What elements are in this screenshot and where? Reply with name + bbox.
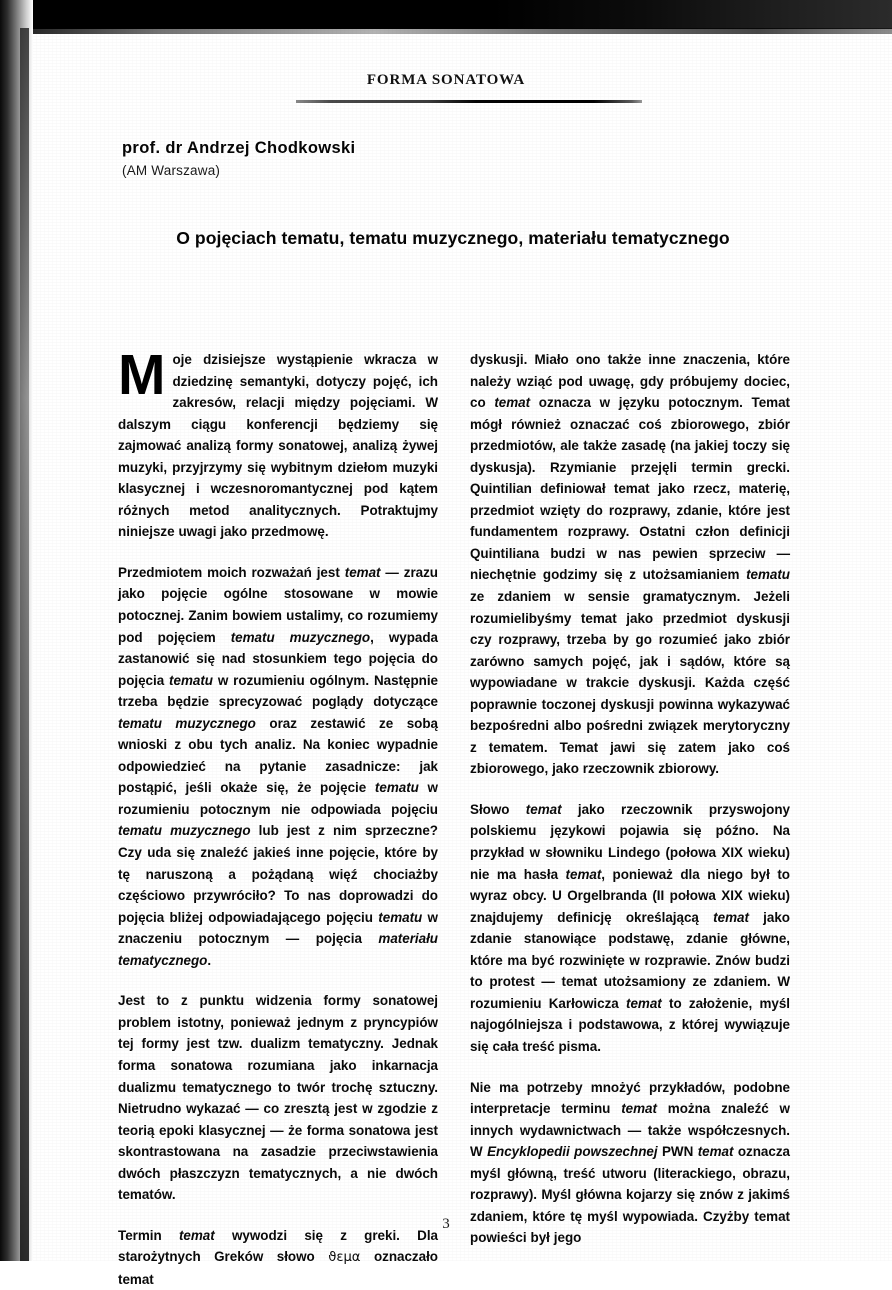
paragraph-left-1: [118, 343, 438, 543]
text-run: Słowo: [470, 801, 526, 817]
text-run: .: [207, 952, 212, 968]
emphasis-tematu: tematu: [746, 567, 790, 583]
text-run: dyskusji. Miało ono także inne znaczenia, które należy wziąć pod uwagę, gdy próbujemy dociec, co: [470, 352, 790, 411]
text-run: to założenie, myśl najogólniejsza i podstawowa, z której wywiązuje się cała treść pisma.: [470, 995, 790, 1054]
text-run: w znaczeniu potocznym — pojęcia: [118, 909, 438, 947]
emphasis-encyklopedia-powszechna: Encyklopedii powszechnej: [487, 1144, 658, 1160]
emphasis-tematu: tematu: [169, 672, 213, 688]
emphasis-temat: temat: [697, 1144, 734, 1160]
text-run: w rozumieniu potocznym nie odpowiada pojęciu: [118, 780, 438, 817]
text-run: Nie ma potrzeby mnożyć przykładów, podobne interpretacje terminu: [470, 1079, 790, 1117]
emphasis-temat: temat: [525, 801, 562, 817]
text-run: oznacza w języku potocznym. Temat mógł również oznaczać coś zbiorowego, zbiór przedmiotów, ale także zasadę (na jakiej toczy się dyskusja). Rzymianie przejęli termin grecki. Quintilian definiował temat jako rzecz, materię, przedmiot wzięty do rozprawy, zdanie, które jest fundamentem rozprawy. Ostatni człon definicji Quintiliana budzi w nas pewien sprzeciw — niechętnie godzimy się z utożsamianiem: [470, 395, 791, 583]
text-run: Przedmiotem moich rozważań jest: [118, 564, 345, 580]
text-run: można znaleźć w innych wydawnictwach — także współczesnych. W: [470, 1101, 790, 1160]
paragraph-left-2: [118, 562, 438, 971]
emphasis-temat: temat: [565, 866, 602, 882]
emphasis-temat: temat: [713, 909, 749, 925]
scan-edge-left-core: [20, 28, 29, 1261]
emphasis-tematu-muzycznego: tematu muzycznego: [230, 629, 371, 645]
author-name: prof. dr Andrzej Chodkowski: [122, 139, 356, 157]
text-run: oznacza myśl główną, treść utworu (literackiego, obrazu, rozprawy). Myśl główna kojarzy się znów z jakimś zdaniem, które tę myśl wypowiada. Czyżby temat powieści był jego: [470, 1144, 790, 1246]
emphasis-tematu-muzycznego: tematu muzycznego: [118, 823, 251, 839]
text-run: PWN: [657, 1144, 698, 1160]
author-block: [122, 139, 622, 178]
emphasis-tematu-muzycznego: tematu muzycznego: [118, 715, 256, 731]
emphasis-temat: temat: [494, 395, 531, 411]
right-column: [470, 349, 790, 1290]
text-run: jako rzeczownik przyswojony polskiemu językowi pojawia się późno. Na przykład w słowniku Lindego (połowa XIX wieku) nie ma hasła: [470, 801, 790, 882]
paragraph-left-1-text: oje dzisiejsze wystąpienie wkracza w dziedzinę semantyki, dotyczy pojęć, ich zakresów, relacji między pojęciami. W dalszym ciągu konferencji będziemy się zajmować analizą formy sonatowej, analizą żywej muzyki, przyjrzymy się wybitnym dziełom muzyki klasycznej i wczesnoromantycznej pod kątem różnych metod analitycznych. Potraktujmy niniejsze uwagi jako przedmowę.: [118, 352, 438, 540]
text-run: Termin: [118, 1227, 179, 1243]
greek-word-thema: ϑεμα: [328, 1250, 361, 1266]
text-run: — zrazu jako pojęcie ogólne stosowane w mowie potocznej. Zanim bowiem ustalimy, co rozumiemy pod pojęciem: [118, 564, 438, 645]
paragraph-right-2: [470, 799, 790, 1058]
paragraph-right-1: [470, 349, 790, 780]
two-column-body: [118, 343, 791, 1290]
emphasis-temat: temat: [178, 1227, 215, 1243]
text-run: ze zdaniem w sensie gramatycznym. Jeżeli rozumielibyśmy temat jako przedmiot dyskusji czy rozprawy, trzeba by go rozumieć jako zbiór zarówno samych pojęć, jak i sądów, które są wypowiadane w trakcie dyskusji. Każda część poprawnie toczonej dyskusji powinna wykazywać bezpośredni albo pośredni związek merytoryczny z tematem. Temat jawi się zatem jako coś zbiorowego, jako rzeczownik zbiorowy.: [470, 589, 790, 777]
emphasis-materialu-tematycznego: materiału tematycznego: [118, 931, 438, 968]
drop-cap: M: [118, 343, 166, 407]
text-run: wywodzi się z greki. Dla starożytnych Greków słowo: [118, 1227, 438, 1265]
page-number: 3: [442, 1216, 450, 1232]
emphasis-tematu: tematu: [374, 780, 419, 796]
text-run: , wypada zastanowić się nad stosunkiem tego pojęcia do pojęcia: [118, 629, 438, 688]
emphasis-tematu: tematu: [378, 909, 423, 925]
text-run: oraz zestawić ze sobą wnioski z obu tych analiz. Na koniec wypadnie odpowiedzieć na pytanie zasadnicze: jak postąpić, jeśli okaże się, że pojęcie: [118, 715, 438, 796]
text-run: , ponieważ dla niego był to wyraz obcy. U Orgelbranda (II połowa XIX wieku) znajdujemy definicję określającą: [470, 866, 790, 925]
running-head: FORMA SONATOWA: [366, 72, 526, 88]
text-run: oznaczało temat: [118, 1249, 438, 1287]
text-run: jako zdanie stanowiące podstawę, zdanie główne, które ma być rozwinięte w rozprawie. Znów budzi to protest — temat utożsamiony ze zdaniem. W rozumieniu Karłowicza: [470, 909, 790, 1011]
emphasis-temat: temat: [621, 1101, 657, 1117]
left-column: [118, 343, 438, 1290]
text-run: lub jest z nim sprzeczne? Czy uda się znaleźć jakieś inne pojęcie, które by tę naruszoną a pożądaną więź chociażby częściowo przywróciło? To nas doprowadzi do pojęcia bliżej odpowiadającego pojęciu: [118, 823, 438, 925]
scan-edge-top: [0, 0, 892, 29]
article-title: O pojęciach tematu, tematu muzycznego, materiału tematycznego: [176, 228, 730, 248]
text-run: w rozumieniu ogólnym. Następnie trzeba będzie sprecyzować poglądy dotyczące: [118, 672, 438, 710]
author-affiliation: (AM Warszawa): [122, 163, 221, 178]
paragraph-left-3: Jest to z punktu widzenia formy sonatowej problem istotny, ponieważ jednym z pryncypiów tej formy jest tzw. dualizm tematyczny. Jednak forma sonatowa rozumiana jako inkarnacja dualizmu tematycznego to twór trochę sztuczny. Nietrudno wykazać — co zresztą jest w zgodzie z teorią epoki klasycznej — że forma sonatowa jest skontrastowana na zasadzie przeciwstawienia dwóch płaszczyzn tematycznych, a nie dwóch tematów.: [118, 993, 438, 1203]
header-rule: [296, 100, 642, 103]
paragraph-left-4: [118, 1225, 438, 1290]
emphasis-temat: temat: [344, 564, 381, 580]
emphasis-temat: temat: [626, 995, 662, 1011]
